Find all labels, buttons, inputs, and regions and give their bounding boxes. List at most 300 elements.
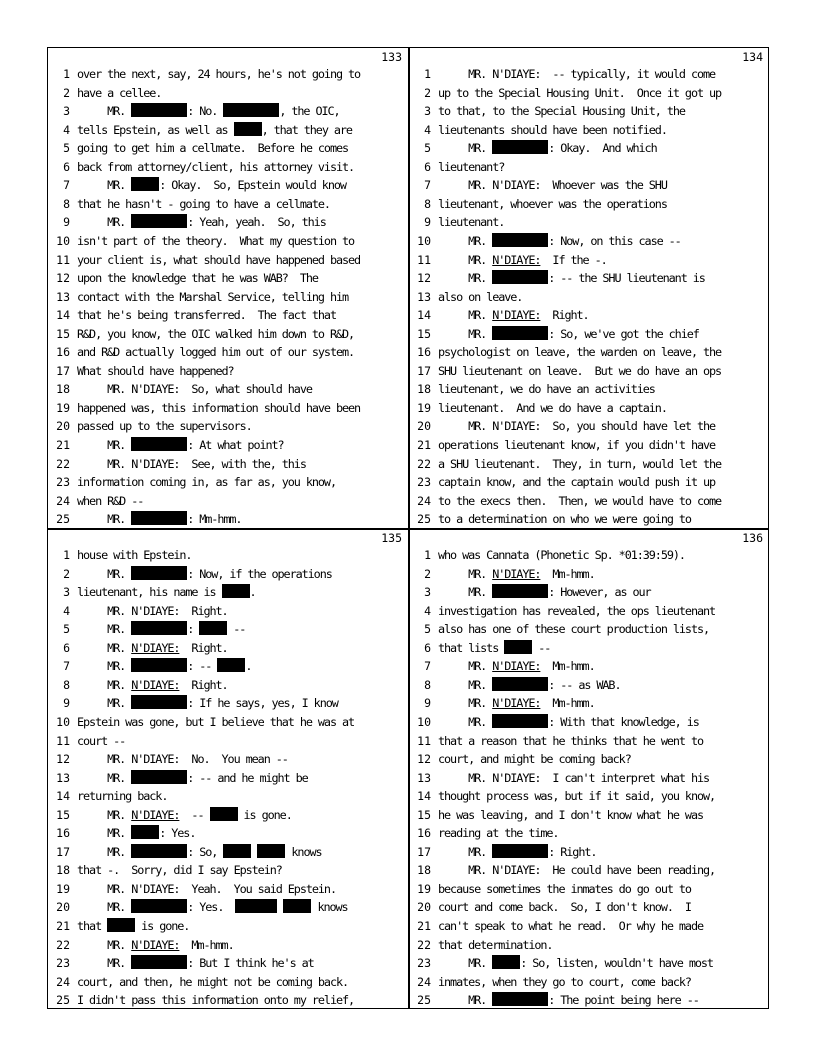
line-number: 16 <box>417 826 431 841</box>
text-segment: I didn't pass this information onto my relief, <box>77 993 355 1008</box>
text-segment: : -- as WAB. <box>548 677 621 692</box>
text-segment: MR. <box>438 993 493 1008</box>
line-number: 13 <box>56 770 70 785</box>
line-number: 20 <box>56 419 70 434</box>
line-text <box>438 473 766 491</box>
text-segment: back from attorney/client, his attorney visit. <box>77 159 355 174</box>
line-text <box>438 787 766 805</box>
transcript-line <box>409 455 769 473</box>
line-text <box>438 824 766 842</box>
text-segment: that lists <box>438 640 505 655</box>
transcript-line <box>409 417 769 435</box>
text-segment: that -. Sorry, did I say Epstein? <box>77 863 282 878</box>
line-number: 6 <box>424 640 431 655</box>
redaction-bar <box>131 844 187 858</box>
line-number: 8 <box>424 677 431 692</box>
text-segment: . <box>249 585 256 600</box>
transcript-line <box>409 232 769 250</box>
line-number: 17 <box>56 363 70 378</box>
transcript-line <box>48 195 408 213</box>
line-number: 19 <box>56 881 70 896</box>
line-number: 15 <box>417 326 431 341</box>
text-segment: can't speak to what he read. Or why he made <box>438 919 703 933</box>
text-segment: when R&D -- <box>77 493 144 508</box>
line-text <box>438 251 766 269</box>
text-segment: : Okay. And which <box>548 141 657 156</box>
line-text <box>438 806 766 824</box>
redaction-bar <box>131 825 159 839</box>
transcript-line <box>409 251 769 269</box>
text-segment: lieutenant, we do have an activities <box>438 382 655 397</box>
line-number: 6 <box>63 640 70 655</box>
text-segment: : -- the SHU lieutenant is <box>548 271 705 286</box>
line-number: 9 <box>63 696 70 711</box>
text-segment: MR. <box>77 807 132 822</box>
line-text <box>438 565 766 583</box>
text-segment: Mm-hmm. <box>540 566 595 581</box>
transcript-line <box>409 325 769 343</box>
text-segment: MR. <box>77 937 132 952</box>
line-text <box>77 973 405 991</box>
line-text <box>438 102 766 120</box>
text-segment: SHU lieutenant on leave. But we do have an ops <box>438 363 722 378</box>
transcript-line <box>48 713 408 731</box>
text-segment: knows <box>311 900 348 915</box>
line-number: 5 <box>63 141 70 156</box>
line-number: 7 <box>63 178 70 193</box>
line-number: 3 <box>424 585 431 600</box>
text-segment: that a reason that he thinks that he went to <box>438 733 703 748</box>
text-segment: a SHU lieutenant. They, in turn, would let the <box>438 456 722 471</box>
line-text <box>77 843 405 861</box>
line-text <box>438 121 766 139</box>
transcript-line <box>48 565 408 583</box>
transcript-line <box>409 824 769 842</box>
line-number: 15 <box>56 807 70 822</box>
line-number: 12 <box>56 271 70 286</box>
line-text <box>77 380 405 398</box>
text-segment: MR. <box>438 234 493 248</box>
text-segment: MR. N'DIAYE: So, you should have let the <box>438 419 716 434</box>
text-segment: court and come back. So, I don't know. I <box>438 900 691 915</box>
text-segment: over the next, say, 24 hours, he's not going to <box>77 67 361 81</box>
line-text <box>77 417 405 435</box>
text-segment: inmates, when they go to court, come back? <box>438 974 691 989</box>
text-segment: MR. <box>438 677 493 692</box>
redaction-bar <box>131 621 187 635</box>
text-segment: because sometimes the inmates do go out to <box>438 881 691 896</box>
line-number: 10 <box>417 715 431 729</box>
redaction-bar <box>492 233 548 247</box>
transcript-line <box>48 880 408 898</box>
redaction-bar <box>504 640 532 654</box>
transcript-line <box>409 639 769 657</box>
line-number: 23 <box>417 475 431 490</box>
text-segment: Mm-hmm. <box>179 937 234 952</box>
line-number: 6 <box>63 159 70 174</box>
transcript-line <box>48 288 408 306</box>
line-text <box>77 176 405 194</box>
line-number: 12 <box>417 271 431 286</box>
text-segment: MR. <box>77 844 132 859</box>
line-text <box>438 510 766 528</box>
transcript-line <box>409 139 769 157</box>
transcript-line <box>48 861 408 879</box>
line-text <box>438 84 766 102</box>
transcript-line <box>409 565 769 583</box>
page-number: 133 <box>381 50 402 64</box>
line-number: 25 <box>417 512 431 527</box>
line-text <box>438 417 766 435</box>
transcript-line <box>48 65 408 83</box>
text-segment: : With that knowledge, is <box>548 715 699 729</box>
text-segment: MR. <box>438 326 493 341</box>
line-number: 5 <box>424 141 431 156</box>
text-segment: lieutenant, his name is <box>77 585 222 600</box>
redaction-bar <box>492 270 548 284</box>
line-number: 24 <box>56 974 70 989</box>
line-number: 22 <box>417 937 431 952</box>
text-segment: MR. <box>77 696 132 711</box>
line-number: 8 <box>63 677 70 692</box>
text-segment: : The point being here -- <box>548 993 699 1008</box>
redaction-bar <box>131 177 159 191</box>
line-text <box>77 546 405 564</box>
line-number: 20 <box>417 419 431 434</box>
redaction-bar <box>257 844 285 858</box>
redaction-bar <box>131 437 187 451</box>
text-segment: information coming in, as far as, you know, <box>77 475 336 490</box>
text-segment: MR. <box>438 308 493 323</box>
line-number: 16 <box>417 345 431 360</box>
transcript-line <box>48 343 408 361</box>
line-number: 18 <box>56 382 70 397</box>
transcript-line <box>409 102 769 120</box>
redaction-bar <box>131 955 187 969</box>
transcript-line <box>48 973 408 991</box>
line-number: 7 <box>63 659 70 674</box>
line-number: 25 <box>56 993 70 1008</box>
text-segment: court -- <box>77 733 126 748</box>
text-segment: : No. <box>187 104 224 119</box>
line-text <box>438 362 766 380</box>
text-segment: captain know, and the captain would push it up <box>438 475 716 490</box>
text-segment: happened was, this information should have been <box>77 400 361 415</box>
line-text <box>77 806 405 824</box>
transcript-line <box>48 417 408 435</box>
text-segment: MR. <box>77 178 132 193</box>
line-text <box>438 694 766 712</box>
line-number: 9 <box>424 696 431 711</box>
text-segment: to that, to the Special Housing Unit, the <box>438 104 685 119</box>
transcript-page <box>48 48 408 528</box>
line-number: 9 <box>424 215 431 230</box>
transcript-line <box>48 676 408 694</box>
text-segment: If the -. <box>540 252 607 267</box>
transcript-line <box>48 917 408 935</box>
transcript-line <box>409 602 769 620</box>
redaction-bar <box>217 658 245 672</box>
line-text <box>438 936 766 954</box>
redaction-bar <box>199 621 227 635</box>
line-text <box>438 232 766 250</box>
transcript-line <box>409 176 769 194</box>
transcript-line <box>409 676 769 694</box>
line-text <box>77 583 405 601</box>
transcript-line <box>409 583 769 601</box>
line-number: 2 <box>424 85 431 100</box>
line-number: 3 <box>63 104 70 119</box>
text-segment: : At what point? <box>187 438 284 452</box>
line-text <box>77 787 405 805</box>
line-text <box>77 954 405 972</box>
line-number: 12 <box>56 752 70 767</box>
transcript-line <box>48 84 408 102</box>
transcript-line <box>48 362 408 380</box>
line-number: 15 <box>417 807 431 822</box>
transcript-line <box>409 195 769 213</box>
line-text <box>438 954 766 972</box>
line-text <box>77 917 405 935</box>
line-text <box>438 343 766 361</box>
line-number: 16 <box>56 826 70 841</box>
line-text <box>438 880 766 898</box>
redaction-bar <box>131 214 187 228</box>
text-segment: is gone. <box>135 919 190 933</box>
line-number: 18 <box>417 382 431 397</box>
line-number: 15 <box>56 326 70 341</box>
line-number: 3 <box>63 585 70 600</box>
transcript-line <box>409 84 769 102</box>
line-number: 12 <box>417 752 431 767</box>
text-segment: is gone. <box>237 807 292 822</box>
transcript-line <box>409 954 769 972</box>
text-segment: to a determination on who we were going to <box>438 512 691 527</box>
text-segment: Right. <box>540 308 589 323</box>
line-text <box>438 65 766 83</box>
line-text <box>438 769 766 787</box>
line-text <box>438 732 766 750</box>
transcript-line <box>48 510 408 528</box>
transcript-line <box>48 251 408 269</box>
line-number: 22 <box>56 456 70 471</box>
line-text <box>77 880 405 898</box>
transcript-line <box>48 492 408 510</box>
text-segment: to the execs then. Then, we would have to come <box>438 493 722 508</box>
line-number: 11 <box>56 733 70 748</box>
transcript-line <box>48 158 408 176</box>
transcript-sheet <box>47 47 769 1009</box>
line-text <box>438 843 766 861</box>
redaction-bar <box>492 584 548 598</box>
line-number: 14 <box>417 789 431 804</box>
text-segment: court, and then, he might not be coming back. <box>77 974 349 989</box>
transcript-line <box>48 176 408 194</box>
line-text <box>77 102 405 120</box>
line-number: 5 <box>424 622 431 637</box>
line-text <box>438 639 766 657</box>
line-text <box>77 158 405 176</box>
text-segment: : Now, on this case -- <box>548 234 681 248</box>
text-segment: psychologist on leave, the warden on leave, the <box>438 345 722 360</box>
transcript-line <box>48 546 408 564</box>
text-segment: : So, listen, wouldn't have most <box>520 956 713 971</box>
text-segment: : Mm-hmm. <box>187 512 242 527</box>
text-segment: MR. <box>77 566 132 581</box>
text-segment: : Yes. <box>187 900 236 915</box>
transcript-line <box>48 102 408 120</box>
line-number: 4 <box>424 603 431 618</box>
transcript-line <box>409 343 769 361</box>
transcript-line <box>409 306 769 324</box>
line-text <box>438 455 766 473</box>
line-text <box>77 639 405 657</box>
line-text <box>77 121 405 139</box>
text-segment: court, and might be coming back? <box>438 752 631 767</box>
line-text <box>438 973 766 991</box>
text-segment: MR. <box>438 659 493 674</box>
transcript-line <box>48 232 408 250</box>
transcript-line <box>48 639 408 657</box>
redaction-bar <box>492 140 548 154</box>
transcript-line <box>48 991 408 1009</box>
text-segment: reading at the time. <box>438 826 559 841</box>
transcript-line <box>48 121 408 139</box>
text-segment: : Right. <box>548 844 597 859</box>
line-number: 19 <box>417 400 431 415</box>
transcript-line <box>48 694 408 712</box>
page-number: 134 <box>742 50 763 64</box>
text-segment: : If he says, yes, I know <box>187 696 338 711</box>
line-text <box>438 991 766 1009</box>
transcript-line <box>409 917 769 935</box>
speaker-name-underlined: N'DIAYE: <box>492 659 541 674</box>
line-text <box>438 380 766 398</box>
text-segment: MR. <box>438 252 493 267</box>
speaker-name-underlined: N'DIAYE: <box>492 308 541 323</box>
line-number: 19 <box>417 881 431 896</box>
line-text <box>77 455 405 473</box>
line-text <box>438 158 766 176</box>
speaker-name-underlined: N'DIAYE: <box>131 937 180 952</box>
line-number: 21 <box>56 438 70 452</box>
text-segment: MR. N'DIAYE: Whoever was the SHU <box>438 178 667 193</box>
transcript-line <box>48 657 408 675</box>
text-segment: isn't part of the theory. What my question to <box>77 234 355 248</box>
redaction-bar <box>131 695 187 709</box>
transcript-line <box>409 213 769 231</box>
text-segment: MR. <box>438 141 493 156</box>
redaction-bar <box>223 844 251 858</box>
text-segment: lieutenant, whoever was the operations <box>438 196 667 211</box>
transcript-line <box>48 769 408 787</box>
line-text <box>77 139 405 157</box>
text-segment: MR. <box>77 770 132 785</box>
line-text <box>438 325 766 343</box>
transcript-line <box>48 954 408 972</box>
text-segment: : -- <box>187 659 218 674</box>
text-segment: also on leave. <box>438 289 523 304</box>
transcript-line <box>48 898 408 916</box>
line-number: 21 <box>417 438 431 452</box>
line-number: 11 <box>417 252 431 267</box>
line-number: 7 <box>424 659 431 674</box>
line-number: 24 <box>417 493 431 508</box>
transcript-page <box>48 529 408 1009</box>
text-segment: up to the Special Housing Unit. Once it got up <box>438 85 722 100</box>
line-text <box>77 436 405 454</box>
line-text <box>77 565 405 583</box>
transcript-line <box>409 806 769 824</box>
line-text <box>438 195 766 213</box>
redaction-bar <box>492 992 548 1006</box>
line-number: 23 <box>56 475 70 490</box>
line-text <box>77 750 405 768</box>
line-number: 23 <box>56 956 70 971</box>
text-segment: R&D, you know, the OIC walked him down to R&D, <box>77 326 355 341</box>
text-segment: that he's being transferred. The fact that <box>77 308 336 323</box>
text-segment: that <box>77 919 108 933</box>
redaction-bar <box>492 955 520 969</box>
speaker-name-underlined: N'DIAYE: <box>131 677 180 692</box>
text-segment: : Now, if the operations <box>187 566 332 581</box>
line-text <box>77 936 405 954</box>
transcript-line <box>48 750 408 768</box>
line-text <box>438 620 766 638</box>
text-segment: passed up to the supervisors. <box>77 419 252 434</box>
transcript-line <box>409 787 769 805</box>
text-segment: lieutenant? <box>438 159 505 174</box>
redaction-bar <box>222 584 250 598</box>
line-text <box>77 861 405 879</box>
speaker-name-underlined: N'DIAYE: <box>131 640 180 655</box>
transcript-line <box>48 936 408 954</box>
line-number: 2 <box>63 85 70 100</box>
transcript-line <box>409 288 769 306</box>
line-number: 7 <box>424 178 431 193</box>
line-number: 21 <box>56 919 70 933</box>
transcript-line <box>409 880 769 898</box>
text-segment: MR. <box>438 956 493 971</box>
text-segment: MR. <box>77 659 132 674</box>
text-segment: What should have happened? <box>77 363 234 378</box>
transcript-line <box>48 473 408 491</box>
line-number: 24 <box>417 974 431 989</box>
transcript-line <box>48 139 408 157</box>
line-text <box>438 176 766 194</box>
text-segment: MR. <box>77 900 132 915</box>
text-segment: -- <box>227 622 246 637</box>
redaction-bar <box>131 770 187 784</box>
line-text <box>438 583 766 601</box>
text-segment: investigation has revealed, the ops lieutenant <box>438 603 716 618</box>
text-segment: : <box>187 622 200 637</box>
line-text <box>77 362 405 380</box>
speaker-name-underlined: N'DIAYE: <box>492 566 541 581</box>
transcript-line <box>48 325 408 343</box>
line-number: 14 <box>56 789 70 804</box>
text-segment: upon the knowledge that he was WAB? The <box>77 271 318 286</box>
transcript-line <box>409 843 769 861</box>
transcript-line <box>48 399 408 417</box>
line-number: 1 <box>63 67 70 81</box>
text-segment: lieutenant. And we do have a captain. <box>438 400 667 415</box>
transcript-line <box>409 121 769 139</box>
line-number: 14 <box>56 308 70 323</box>
text-segment: MR. N'DIAYE: No. You mean -- <box>77 752 288 767</box>
text-segment: -- <box>179 807 210 822</box>
transcript-line <box>409 991 769 1009</box>
